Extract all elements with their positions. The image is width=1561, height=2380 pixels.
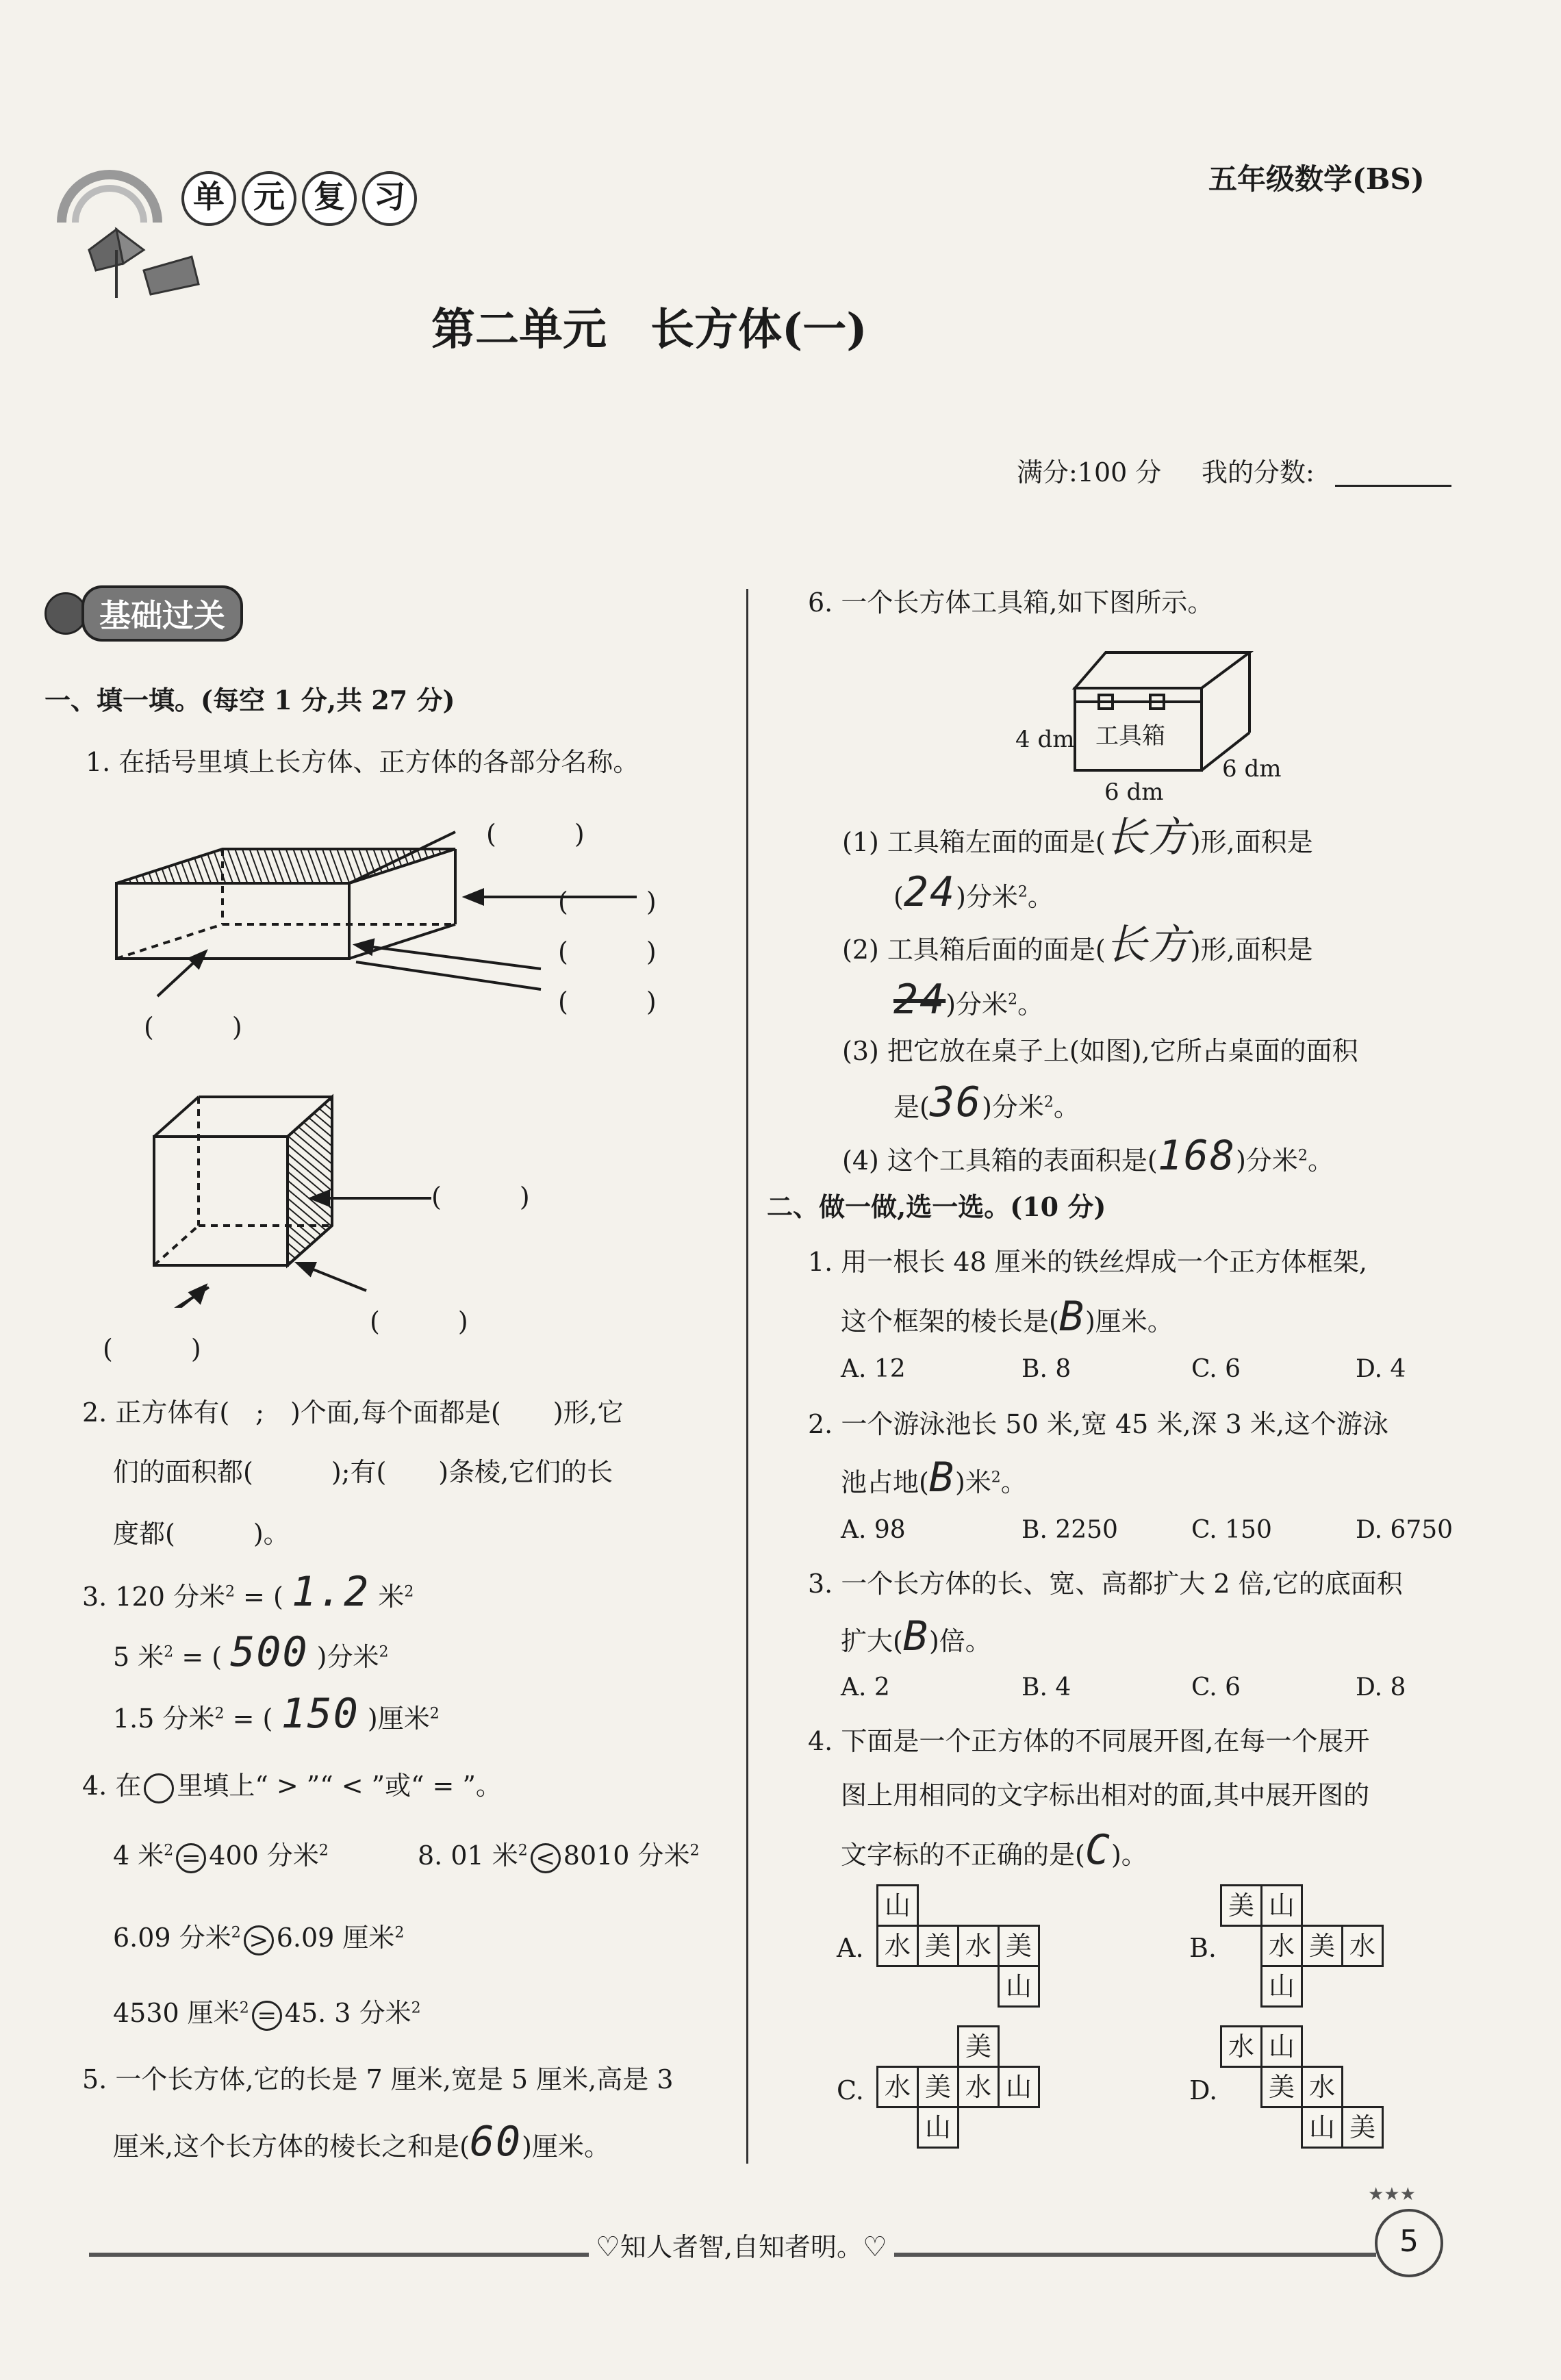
q2-line2: 们的面积都( );有( )条棱,它们的长 bbox=[113, 1457, 613, 1487]
handwritten-answer: 长方 bbox=[1105, 813, 1191, 861]
q4-right: 6.09 厘米 bbox=[276, 1923, 395, 1953]
p2-text-part: )。 bbox=[1111, 1840, 1147, 1870]
q4-left: 4 米 bbox=[113, 1840, 164, 1871]
q3-c-left: 1.5 分米 bbox=[113, 1704, 215, 1734]
handwritten-answer: B bbox=[928, 1454, 955, 1502]
q4-text bbox=[82, 1765, 502, 1806]
score-full: 满分:100 分 bbox=[1017, 457, 1162, 488]
net-c-cell: 山 bbox=[917, 2106, 959, 2149]
grade-subject: 五年级数学(BS) bbox=[1208, 162, 1425, 196]
comparison-circle: = bbox=[176, 1843, 206, 1873]
toolbox-label: 工具箱 bbox=[1095, 722, 1165, 750]
q4-right: 8010 分米 bbox=[563, 1840, 690, 1871]
handwritten-answer: B bbox=[1058, 1293, 1085, 1341]
net-a-cell: 山 bbox=[876, 1884, 919, 1927]
q1-text: 1. 在括号里填上长方体、正方体的各部分名称。 bbox=[86, 747, 639, 777]
net-a-label: A. bbox=[837, 1933, 864, 1963]
handwritten-answer: 60 bbox=[469, 2118, 522, 2166]
q6-text-part: ( bbox=[893, 882, 904, 912]
p2-q3-line2 bbox=[841, 1612, 991, 1662]
q3-b: 5 米$^2$ = ( 500 )分米$^2$ bbox=[113, 1628, 389, 1676]
handwritten-answer: B bbox=[902, 1612, 929, 1660]
motto-text: 知人者智,自知者明。 bbox=[620, 2232, 863, 2262]
net-c-cell: 美 bbox=[957, 2025, 1000, 2068]
section-badge-label: 基础过关 bbox=[81, 585, 243, 642]
net-b-cell: 山 bbox=[1260, 1884, 1303, 1927]
net-d-cell: 山 bbox=[1260, 2025, 1303, 2068]
handwritten-answer: 1.2 bbox=[291, 1568, 370, 1616]
net-b-cell: 水 bbox=[1341, 1925, 1384, 1967]
net-d-cell: 山 bbox=[1301, 2106, 1343, 2149]
comparison-circle: < bbox=[531, 1843, 561, 1873]
net-c-cell: 美 bbox=[917, 2066, 959, 2108]
blank: ( ) bbox=[431, 1182, 530, 1212]
q6-sub1-line2: (24)分米$^2$。 bbox=[893, 868, 1054, 916]
q4-left: 6.09 分米 bbox=[113, 1923, 231, 1953]
net-d-cell: 美 bbox=[1341, 2106, 1384, 2149]
q4-head: 4. 在 bbox=[82, 1771, 142, 1801]
q4-row3: 4530 厘米$^2$ = 45. 3 分米$^2$ bbox=[113, 1998, 421, 2029]
q3-c: 1.5 分米$^2$ = ( 150 )厘米$^2$ bbox=[113, 1690, 440, 1738]
q5-line2a: 厘米,这个长方体的棱长之和是( bbox=[113, 2131, 470, 2162]
q3-c-right: = ( bbox=[232, 1704, 273, 1734]
handwritten-answer: 168 bbox=[1157, 1132, 1236, 1180]
badge-char: 习 bbox=[362, 171, 417, 226]
dim-depth: 6 dm bbox=[1222, 755, 1282, 783]
blank: ( ) bbox=[558, 937, 657, 967]
score-blank-line bbox=[1335, 485, 1451, 487]
stars-icon: ★★★ bbox=[1368, 2184, 1416, 2205]
p2-q2-option-c: C. 150 bbox=[1191, 1516, 1272, 1544]
column-divider bbox=[746, 589, 748, 2164]
q6-text-part: (2) 工具箱后面的面是( bbox=[842, 935, 1106, 965]
blank: ( ) bbox=[558, 887, 657, 917]
q3-a-left: 3. 120 分米 bbox=[82, 1582, 225, 1612]
p2-q3-option-a: A. 2 bbox=[841, 1673, 890, 1701]
net-b-cell: 山 bbox=[1260, 1965, 1303, 2008]
q3-a: 3. 120 分米$^2$ = ( 1.2 米$^2$ bbox=[82, 1568, 414, 1616]
q3-a-unit: 米 bbox=[378, 1582, 405, 1612]
p2-text-part: 池占地( bbox=[841, 1467, 929, 1497]
net-d-label: D. bbox=[1189, 2075, 1218, 2105]
q6-text-part: )形,面积是 bbox=[1190, 935, 1313, 965]
q6-text-part: )分米 bbox=[982, 1092, 1044, 1122]
comparison-circle: > bbox=[244, 1925, 274, 1955]
q4-row2: 6.09 分米$^2$ > 6.09 厘米$^2$ bbox=[113, 1923, 405, 1954]
dim-width: 6 dm bbox=[1104, 778, 1164, 806]
blank: ( ) bbox=[144, 1012, 242, 1042]
q6-text-part: )分米 bbox=[946, 989, 1008, 1020]
series-badge bbox=[181, 171, 417, 226]
q6-text: 6. 一个长方体工具箱,如下图所示。 bbox=[808, 587, 1214, 618]
page-number: 5 bbox=[1375, 2209, 1443, 2277]
q6-text-part: (1) 工具箱左面的面是( bbox=[842, 827, 1106, 857]
p2-q2-line1: 2. 一个游泳池长 50 米,宽 45 米,深 3 米,这个游泳 bbox=[808, 1409, 1388, 1439]
p2-text-part: 这个框架的棱长是( bbox=[841, 1306, 1059, 1337]
q6-sub2-line1 bbox=[842, 921, 1313, 970]
net-c-label: C. bbox=[837, 2075, 864, 2105]
page-title: 第二单元 长方体(一) bbox=[431, 304, 867, 355]
q6-sub3-line1: (3) 把它放在桌子上(如图),它所占桌面的面积 bbox=[842, 1036, 1358, 1066]
blank: ( ) bbox=[558, 987, 657, 1017]
net-a-cell: 美 bbox=[998, 1925, 1040, 1967]
net-d-cell: 水 bbox=[1220, 2025, 1262, 2068]
circle-icon bbox=[144, 1773, 174, 1803]
p2-q3-line1: 3. 一个长方体的长、宽、高都扩大 2 倍,它的底面积 bbox=[808, 1569, 1403, 1599]
net-c-cell: 水 bbox=[876, 2066, 919, 2108]
net-a-cell: 水 bbox=[957, 1925, 1000, 1967]
handwritten-answer: 500 bbox=[230, 1628, 309, 1676]
p2-text-part: 文字标的不正确的是( bbox=[841, 1840, 1085, 1870]
q2-line3: 度都( )。 bbox=[113, 1519, 290, 1549]
net-a-cell: 美 bbox=[917, 1925, 959, 1967]
q4-left: 8. 01 米 bbox=[418, 1840, 518, 1871]
net-a-cell: 水 bbox=[876, 1925, 919, 1967]
q5-line2b: )厘米。 bbox=[522, 2131, 610, 2162]
p2-q2-option-d: D. 6750 bbox=[1356, 1516, 1454, 1544]
blank: ( ) bbox=[103, 1334, 201, 1364]
p2-q2-option-b: B. 2250 bbox=[1021, 1516, 1118, 1544]
net-b-cell: 美 bbox=[1301, 1925, 1343, 1967]
q6-sub2-line2: 24)分米$^2$。 bbox=[893, 976, 1044, 1024]
handwritten-answer: 24 bbox=[893, 976, 946, 1024]
p2-q1-line2 bbox=[841, 1293, 1173, 1342]
p2-text-part: )米 bbox=[954, 1467, 991, 1497]
section-badge bbox=[45, 585, 243, 642]
q6-sub1-line1 bbox=[842, 813, 1313, 863]
p2-q3-option-d: D. 8 bbox=[1356, 1673, 1406, 1701]
part1-heading: 一、填一填。(每空 1 分,共 27 分) bbox=[45, 685, 455, 716]
q3-c-unit: )厘米 bbox=[367, 1704, 430, 1734]
q6-text-part: )形,面积是 bbox=[1190, 827, 1313, 857]
part2-heading: 二、做一做,选一选。(10 分) bbox=[767, 1191, 1106, 1222]
q3-a-right: = ( bbox=[243, 1582, 283, 1612]
footer-motto bbox=[589, 2227, 894, 2268]
q4-row1a: 4 米$^2$ = 400 分米$^2$ bbox=[113, 1840, 329, 1872]
p2-q1-option-b: B. 8 bbox=[1021, 1355, 1071, 1383]
net-c-cell: 水 bbox=[957, 2066, 1000, 2108]
p2-q3-option-b: B. 4 bbox=[1021, 1673, 1071, 1701]
handwritten-answer: 24 bbox=[903, 868, 956, 916]
q6-sub4: (4) 这个工具箱的表面积是(168)分米$^2$。 bbox=[842, 1132, 1334, 1180]
handwritten-answer: 150 bbox=[281, 1690, 359, 1738]
p2-q1-option-a: A. 12 bbox=[841, 1355, 906, 1383]
blank: ( ) bbox=[486, 819, 585, 849]
q5-line2 bbox=[113, 2118, 610, 2167]
p2-q1-option-c: C. 6 bbox=[1191, 1355, 1241, 1383]
q4-right: 45. 3 分米 bbox=[284, 1998, 411, 2028]
q3-b-right: = ( bbox=[181, 1642, 223, 1672]
p2-text-part: )厘米。 bbox=[1084, 1306, 1173, 1337]
p2-q4-line2: 图上用相同的文字标出相对的面,其中展开图的 bbox=[841, 1780, 1370, 1810]
p2-q1-option-d: D. 4 bbox=[1356, 1355, 1406, 1383]
badge-char: 元 bbox=[242, 171, 296, 226]
net-c-cell: 山 bbox=[998, 2066, 1040, 2108]
q6-text-part: )分米 bbox=[1236, 1145, 1298, 1176]
q6-text-part: (4) 这个工具箱的表面积是( bbox=[842, 1145, 1158, 1176]
q5-line1: 5. 一个长方体,它的长是 7 厘米,宽是 5 厘米,高是 3 bbox=[82, 2064, 674, 2094]
p2-q1-line1: 1. 用一根长 48 厘米的铁丝焊成一个正方体框架, bbox=[808, 1247, 1367, 1277]
badge-char: 单 bbox=[181, 171, 236, 226]
comparison-circle: = bbox=[252, 2001, 282, 2031]
mascot-icon bbox=[45, 592, 87, 635]
q4-left: 4530 厘米 bbox=[113, 1998, 240, 2028]
q3-b-unit: )分米 bbox=[316, 1642, 379, 1672]
net-b-label: B. bbox=[1189, 1933, 1217, 1963]
badge-char: 复 bbox=[302, 171, 357, 226]
net-b-cell: 水 bbox=[1260, 1925, 1303, 1967]
q2-line1: 2. 正方体有( ; )个面,每个面都是( )形,它 bbox=[82, 1397, 624, 1428]
net-a-cell: 山 bbox=[998, 1965, 1040, 2008]
p2-q2-option-a: A. 98 bbox=[841, 1516, 906, 1544]
handwritten-answer: 36 bbox=[929, 1078, 982, 1126]
q6-text-part: )分米 bbox=[956, 882, 1018, 912]
score-mine-label: 我的分数: bbox=[1202, 457, 1315, 488]
heart-icon: ♡ bbox=[596, 2231, 620, 2263]
handwritten-answer: 长方 bbox=[1105, 921, 1191, 969]
dim-height: 4 dm bbox=[1015, 726, 1075, 753]
q4-row1b: 8. 01 米$^2$ < 8010 分米$^2$ bbox=[418, 1840, 700, 1872]
p2-q3-option-c: C. 6 bbox=[1191, 1673, 1241, 1701]
heart-icon: ♡ bbox=[862, 2231, 887, 2263]
handwritten-answer: C bbox=[1084, 1826, 1111, 1874]
q3-b-left: 5 米 bbox=[113, 1642, 164, 1672]
cube-figure bbox=[103, 1089, 445, 1308]
p2-q4-line1: 4. 下面是一个正方体的不同展开图,在每一个展开 bbox=[808, 1726, 1370, 1756]
p2-text-part: )倍。 bbox=[928, 1626, 991, 1656]
net-b-cell: 美 bbox=[1220, 1884, 1262, 1927]
net-d-cell: 水 bbox=[1301, 2066, 1343, 2108]
net-d-cell: 美 bbox=[1260, 2066, 1303, 2108]
p2-q4-line3 bbox=[841, 1826, 1147, 1875]
p2-text-part: 扩大( bbox=[841, 1626, 903, 1656]
p2-q2-line2: 池占地(B)米$^2$。 bbox=[841, 1454, 1027, 1502]
q6-text-part: 是( bbox=[893, 1092, 930, 1122]
q6-sub3-line2: 是(36)分米$^2$。 bbox=[893, 1078, 1080, 1126]
q4-tail: 里填上“ > ”“ < ”或“ = ”。 bbox=[177, 1771, 502, 1801]
q4-right: 400 分米 bbox=[209, 1840, 319, 1871]
blank: ( ) bbox=[370, 1306, 468, 1337]
